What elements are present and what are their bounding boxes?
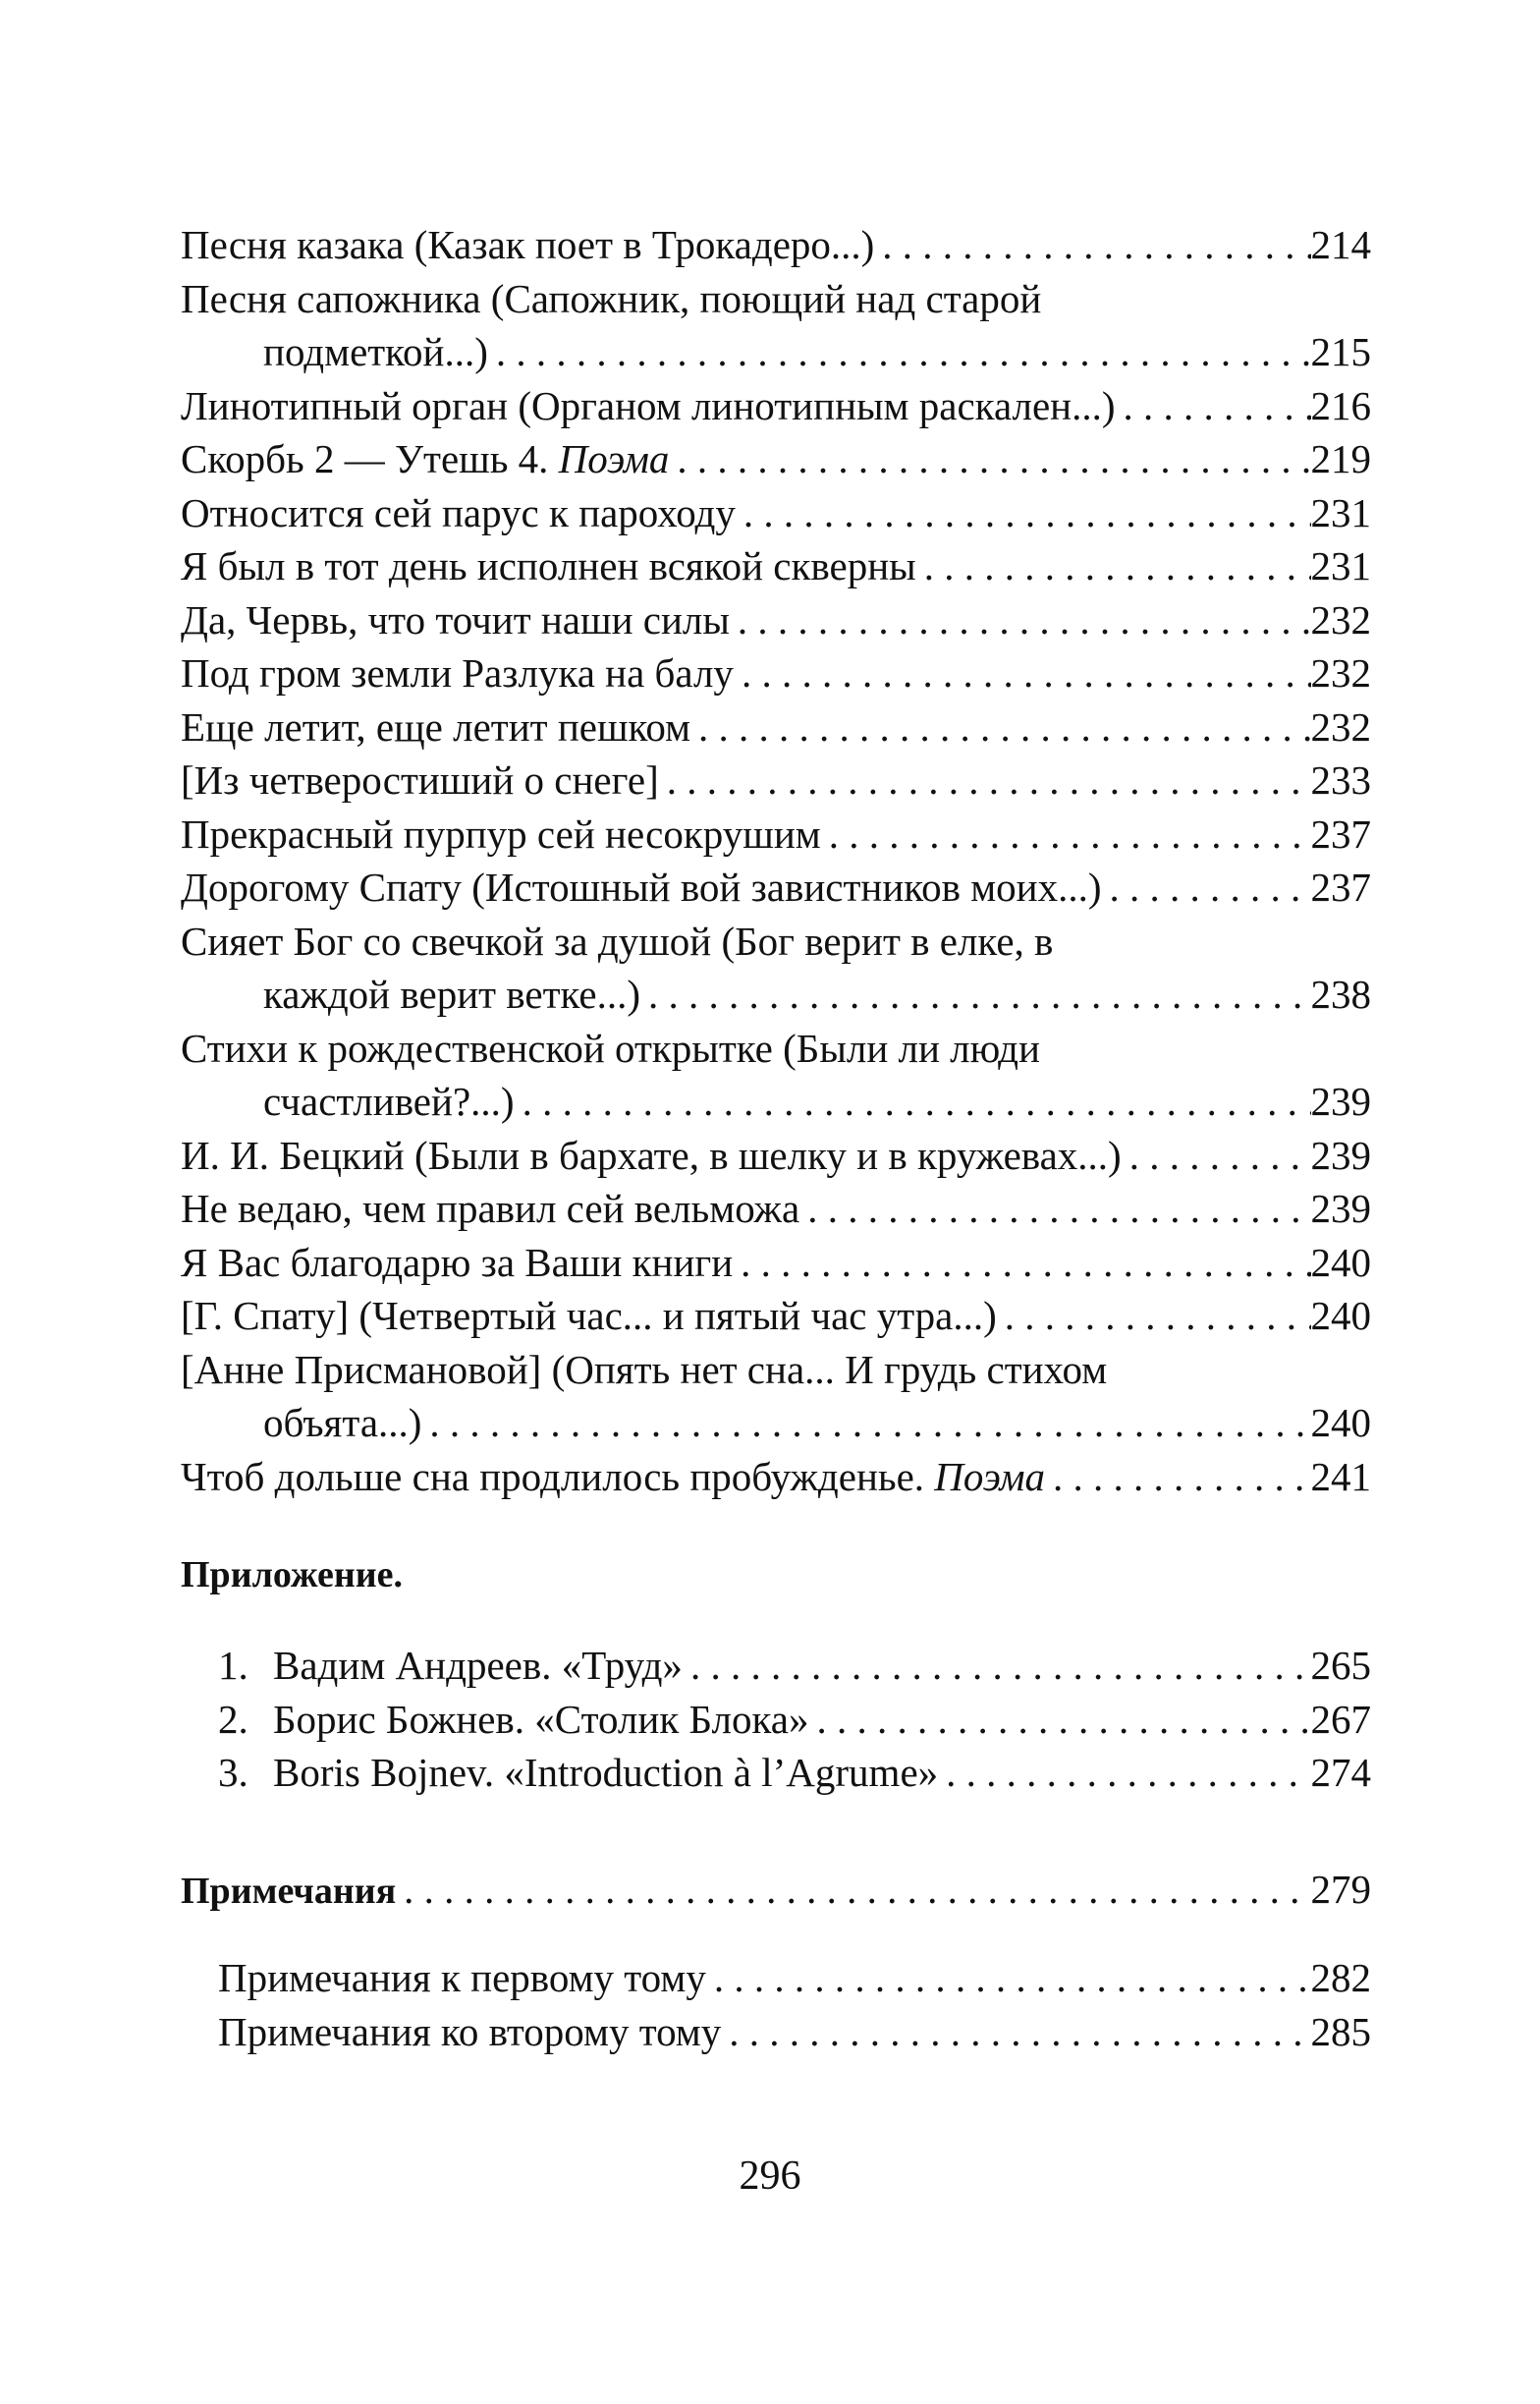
page-number: 238 <box>1310 972 1371 1017</box>
toc-entry <box>181 1450 1371 1504</box>
page-number: 240 <box>1310 1400 1371 1445</box>
page-number: 214 <box>1310 222 1371 267</box>
appendix-heading: Приложение. <box>181 1554 404 1595</box>
toc-entry-title <box>181 1129 1122 1183</box>
toc-entry-row <box>181 700 1371 755</box>
toc-entry <box>181 379 1371 433</box>
dot-leader <box>706 1951 1311 2005</box>
notes-item-title: Примечания ко второму тому <box>218 2008 722 2054</box>
toc-entry-row <box>181 218 1371 272</box>
toc-entry-title <box>263 1396 421 1450</box>
toc-entry-title-text: объята...) <box>263 1400 422 1445</box>
dot-leader <box>721 2005 1310 2059</box>
toc-entry <box>181 272 1371 379</box>
appendix-item-title: Вадим Андреев. «Труд» <box>273 1643 683 1688</box>
page-number: 239 <box>1310 1132 1371 1178</box>
toc-entry-row <box>181 1129 1371 1183</box>
toc-entry-row <box>181 808 1371 862</box>
dot-leader <box>659 754 1311 808</box>
dot-leader <box>690 700 1310 755</box>
toc-entry-line: Стихи к рождественской открытке (Были ли люди <box>181 1025 1040 1071</box>
item-number: 1. <box>218 1643 248 1688</box>
toc-entries <box>181 218 1371 1503</box>
appendix-item-title: Борис Божнев. «Столик Блока» <box>273 1696 809 1742</box>
toc-entry-title <box>181 646 734 700</box>
toc-entry-title <box>181 379 1116 433</box>
toc-entry-title-text: Не ведаю, чем правил сей вельможа <box>181 1186 800 1231</box>
page-number: 237 <box>1310 811 1371 857</box>
toc-entry-title-text: Я был в тот день исполнен всякой скверны <box>181 543 916 588</box>
page-number: 265 <box>1310 1643 1371 1688</box>
toc-entry <box>181 1129 1371 1183</box>
toc-entry-title-text: Скорбь 2 — Утешь 4. <box>181 436 549 481</box>
page-number: 237 <box>1310 865 1371 910</box>
toc-entry-row <box>181 1182 1371 1236</box>
toc-entry-title <box>181 1182 799 1236</box>
folio-page-number: 296 <box>739 2153 801 2199</box>
toc-entry-title-text: И. И. Бецкий (Были в бархате, в шелку и в кружевах...) <box>181 1132 1122 1178</box>
dot-leader <box>799 1182 1310 1236</box>
toc-entry-title <box>181 808 821 862</box>
dot-leader <box>733 1236 1310 1290</box>
appendix-item <box>218 1746 1371 1800</box>
toc-entry-title <box>263 968 640 1022</box>
dot-leader <box>916 539 1311 593</box>
toc-entry-title <box>181 1289 997 1343</box>
toc-entry-line: Сияет Бог со свечкой за душой (Бог верит в елке, в <box>181 918 1054 964</box>
toc-entry-title-text: Еще летит, еще летит пешком <box>181 703 691 750</box>
toc-entry <box>181 539 1371 593</box>
page-number: 239 <box>1310 1079 1371 1124</box>
toc-entry-row <box>181 486 1371 540</box>
item-number: 2. <box>218 1696 248 1742</box>
dot-leader <box>730 593 1311 647</box>
page-number: 232 <box>1310 650 1371 696</box>
toc-entry <box>181 218 1371 272</box>
appendix-list <box>181 1639 1371 1800</box>
toc-entry-title-text: Относится сей парус к пароходу <box>181 489 736 535</box>
page-number: 232 <box>1310 703 1371 750</box>
toc-entry-title-text: Песня казака (Казак поет в Трокадеро...) <box>181 222 875 267</box>
toc-entry-row <box>181 539 1371 593</box>
appendix-item <box>218 1639 1371 1693</box>
page-number: 231 <box>1310 489 1371 535</box>
page-number: 215 <box>1310 329 1371 374</box>
toc-entry-title-text: счастливей?...) <box>263 1079 515 1124</box>
notes-item-title: Примечания к первому тому <box>218 1955 706 2000</box>
toc-entry-line: Песня сапожника (Сапожник, поющий над старой <box>181 275 1042 321</box>
toc-entry-row <box>181 1289 1371 1343</box>
dot-leader <box>1102 861 1311 915</box>
notes-heading-row <box>181 1863 1371 1919</box>
toc-entry-title <box>181 486 736 540</box>
toc-entry-title <box>181 593 730 647</box>
notes-heading: Примечания <box>181 1870 397 1912</box>
toc-entry-title-text: Дорогому Спату (Истошный вой завистников моих...) <box>181 865 1102 910</box>
page-number: 241 <box>1310 1453 1371 1499</box>
page-number: 274 <box>1310 1750 1371 1795</box>
toc-entry-row <box>181 861 1371 915</box>
toc-entry-title-text: Прекрасный пурпур сей несокрушим <box>181 811 821 857</box>
toc-entry-row <box>181 1396 1371 1450</box>
dot-leader <box>1116 379 1311 433</box>
dot-leader <box>683 1639 1311 1693</box>
toc-entry-title <box>181 1236 733 1290</box>
notes-item <box>218 2005 1371 2059</box>
toc-entry-row <box>181 646 1371 700</box>
page-number: 239 <box>1310 1186 1371 1231</box>
page-number: 231 <box>1310 543 1371 588</box>
toc-entry-title <box>263 325 488 379</box>
notes-list <box>181 1951 1371 2058</box>
toc-entry <box>181 1022 1371 1129</box>
toc-entry <box>181 861 1371 915</box>
page-number: 267 <box>1310 1696 1371 1742</box>
toc-entry <box>181 808 1371 862</box>
page-number: 282 <box>1310 1955 1371 2000</box>
dot-leader <box>488 325 1311 379</box>
dot-leader <box>808 1693 1310 1747</box>
toc-entry <box>181 486 1371 540</box>
page-number: 285 <box>1310 2008 1371 2054</box>
dot-leader <box>997 1289 1311 1343</box>
toc-entry <box>181 1236 1371 1290</box>
page-number: 240 <box>1310 1239 1371 1285</box>
toc-entry <box>181 593 1371 647</box>
toc-entry <box>181 432 1371 486</box>
toc-entry-title-text: Я Вас благодарю за Ваши книги <box>181 1239 734 1285</box>
dot-leader <box>938 1746 1310 1800</box>
toc-entry-title <box>181 218 874 272</box>
genre-label: Поэма <box>934 1453 1046 1499</box>
toc-entry-title <box>181 1450 1045 1504</box>
toc-entry <box>181 754 1371 808</box>
item-number: 3. <box>218 1750 248 1795</box>
toc-entry-row <box>181 379 1371 433</box>
page-number: 279 <box>1310 1866 1371 1912</box>
dot-leader <box>515 1075 1311 1129</box>
toc-entry-row <box>181 325 1371 379</box>
toc-entry <box>181 915 1371 1022</box>
table-of-contents <box>181 218 1371 2058</box>
toc-entry-title <box>181 754 659 808</box>
toc-entry-title-text: Чтоб дольше сна продлилось пробужденье. <box>181 1453 925 1499</box>
dot-leader <box>736 486 1311 540</box>
dot-leader <box>1122 1129 1311 1183</box>
notes-item <box>218 1951 1371 2005</box>
toc-entry-line: [Анне Присмановой] (Опять нет сна... И грудь стихом <box>181 1346 1108 1392</box>
dot-leader <box>640 968 1310 1022</box>
toc-entry <box>181 646 1371 700</box>
dot-leader <box>821 808 1311 862</box>
toc-entry-title-text: подметкой...) <box>263 329 488 374</box>
toc-entry-row <box>181 754 1371 808</box>
dot-leader <box>1045 1450 1310 1504</box>
page-number: 216 <box>1310 382 1371 428</box>
appendix-item-title: Boris Bojnev. «Introduction à l’Agrume» <box>273 1750 939 1795</box>
page-number: 233 <box>1310 757 1371 803</box>
appendix-item <box>218 1693 1371 1747</box>
page-number: 219 <box>1310 436 1371 481</box>
toc-entry-title-text: Линотипный орган (Органом линотипным раскален...) <box>181 382 1116 428</box>
toc-entry-title <box>263 1075 515 1129</box>
toc-entry <box>181 1343 1371 1450</box>
dot-leader <box>734 646 1311 700</box>
toc-entry-title-text: каждой верит ветке...) <box>263 972 641 1017</box>
toc-entry-title-text: [Г. Спату] (Четвертый час... и пятый час утра...) <box>181 1293 997 1338</box>
toc-entry-title <box>181 861 1102 915</box>
toc-entry-title <box>181 539 916 593</box>
toc-entry-row <box>181 593 1371 647</box>
toc-entry-title-text: [Из четверостиший о снеге] <box>181 757 659 803</box>
toc-entry-title <box>181 700 690 755</box>
toc-entry <box>181 700 1371 755</box>
page-number: 240 <box>1310 1293 1371 1338</box>
notes-section <box>181 1863 1371 2059</box>
dot-leader <box>874 218 1310 272</box>
toc-entry <box>181 1182 1371 1236</box>
toc-entry-row <box>181 1236 1371 1290</box>
page-number: 232 <box>1310 596 1371 643</box>
dot-leader <box>669 432 1310 486</box>
toc-entry-row <box>181 968 1371 1022</box>
toc-entry <box>181 1289 1371 1343</box>
toc-entry-title <box>181 432 669 486</box>
dot-leader <box>396 1863 1310 1917</box>
toc-entry-row <box>181 1450 1371 1504</box>
genre-label: Поэма <box>558 436 670 481</box>
toc-entry-row <box>181 432 1371 486</box>
dot-leader <box>421 1396 1310 1450</box>
toc-entry-title-text: Да, Червь, что точит наши силы <box>181 596 730 643</box>
toc-entry-row <box>181 1075 1371 1129</box>
toc-entry-title-text: Под гром земли Разлука на балу <box>181 650 734 696</box>
